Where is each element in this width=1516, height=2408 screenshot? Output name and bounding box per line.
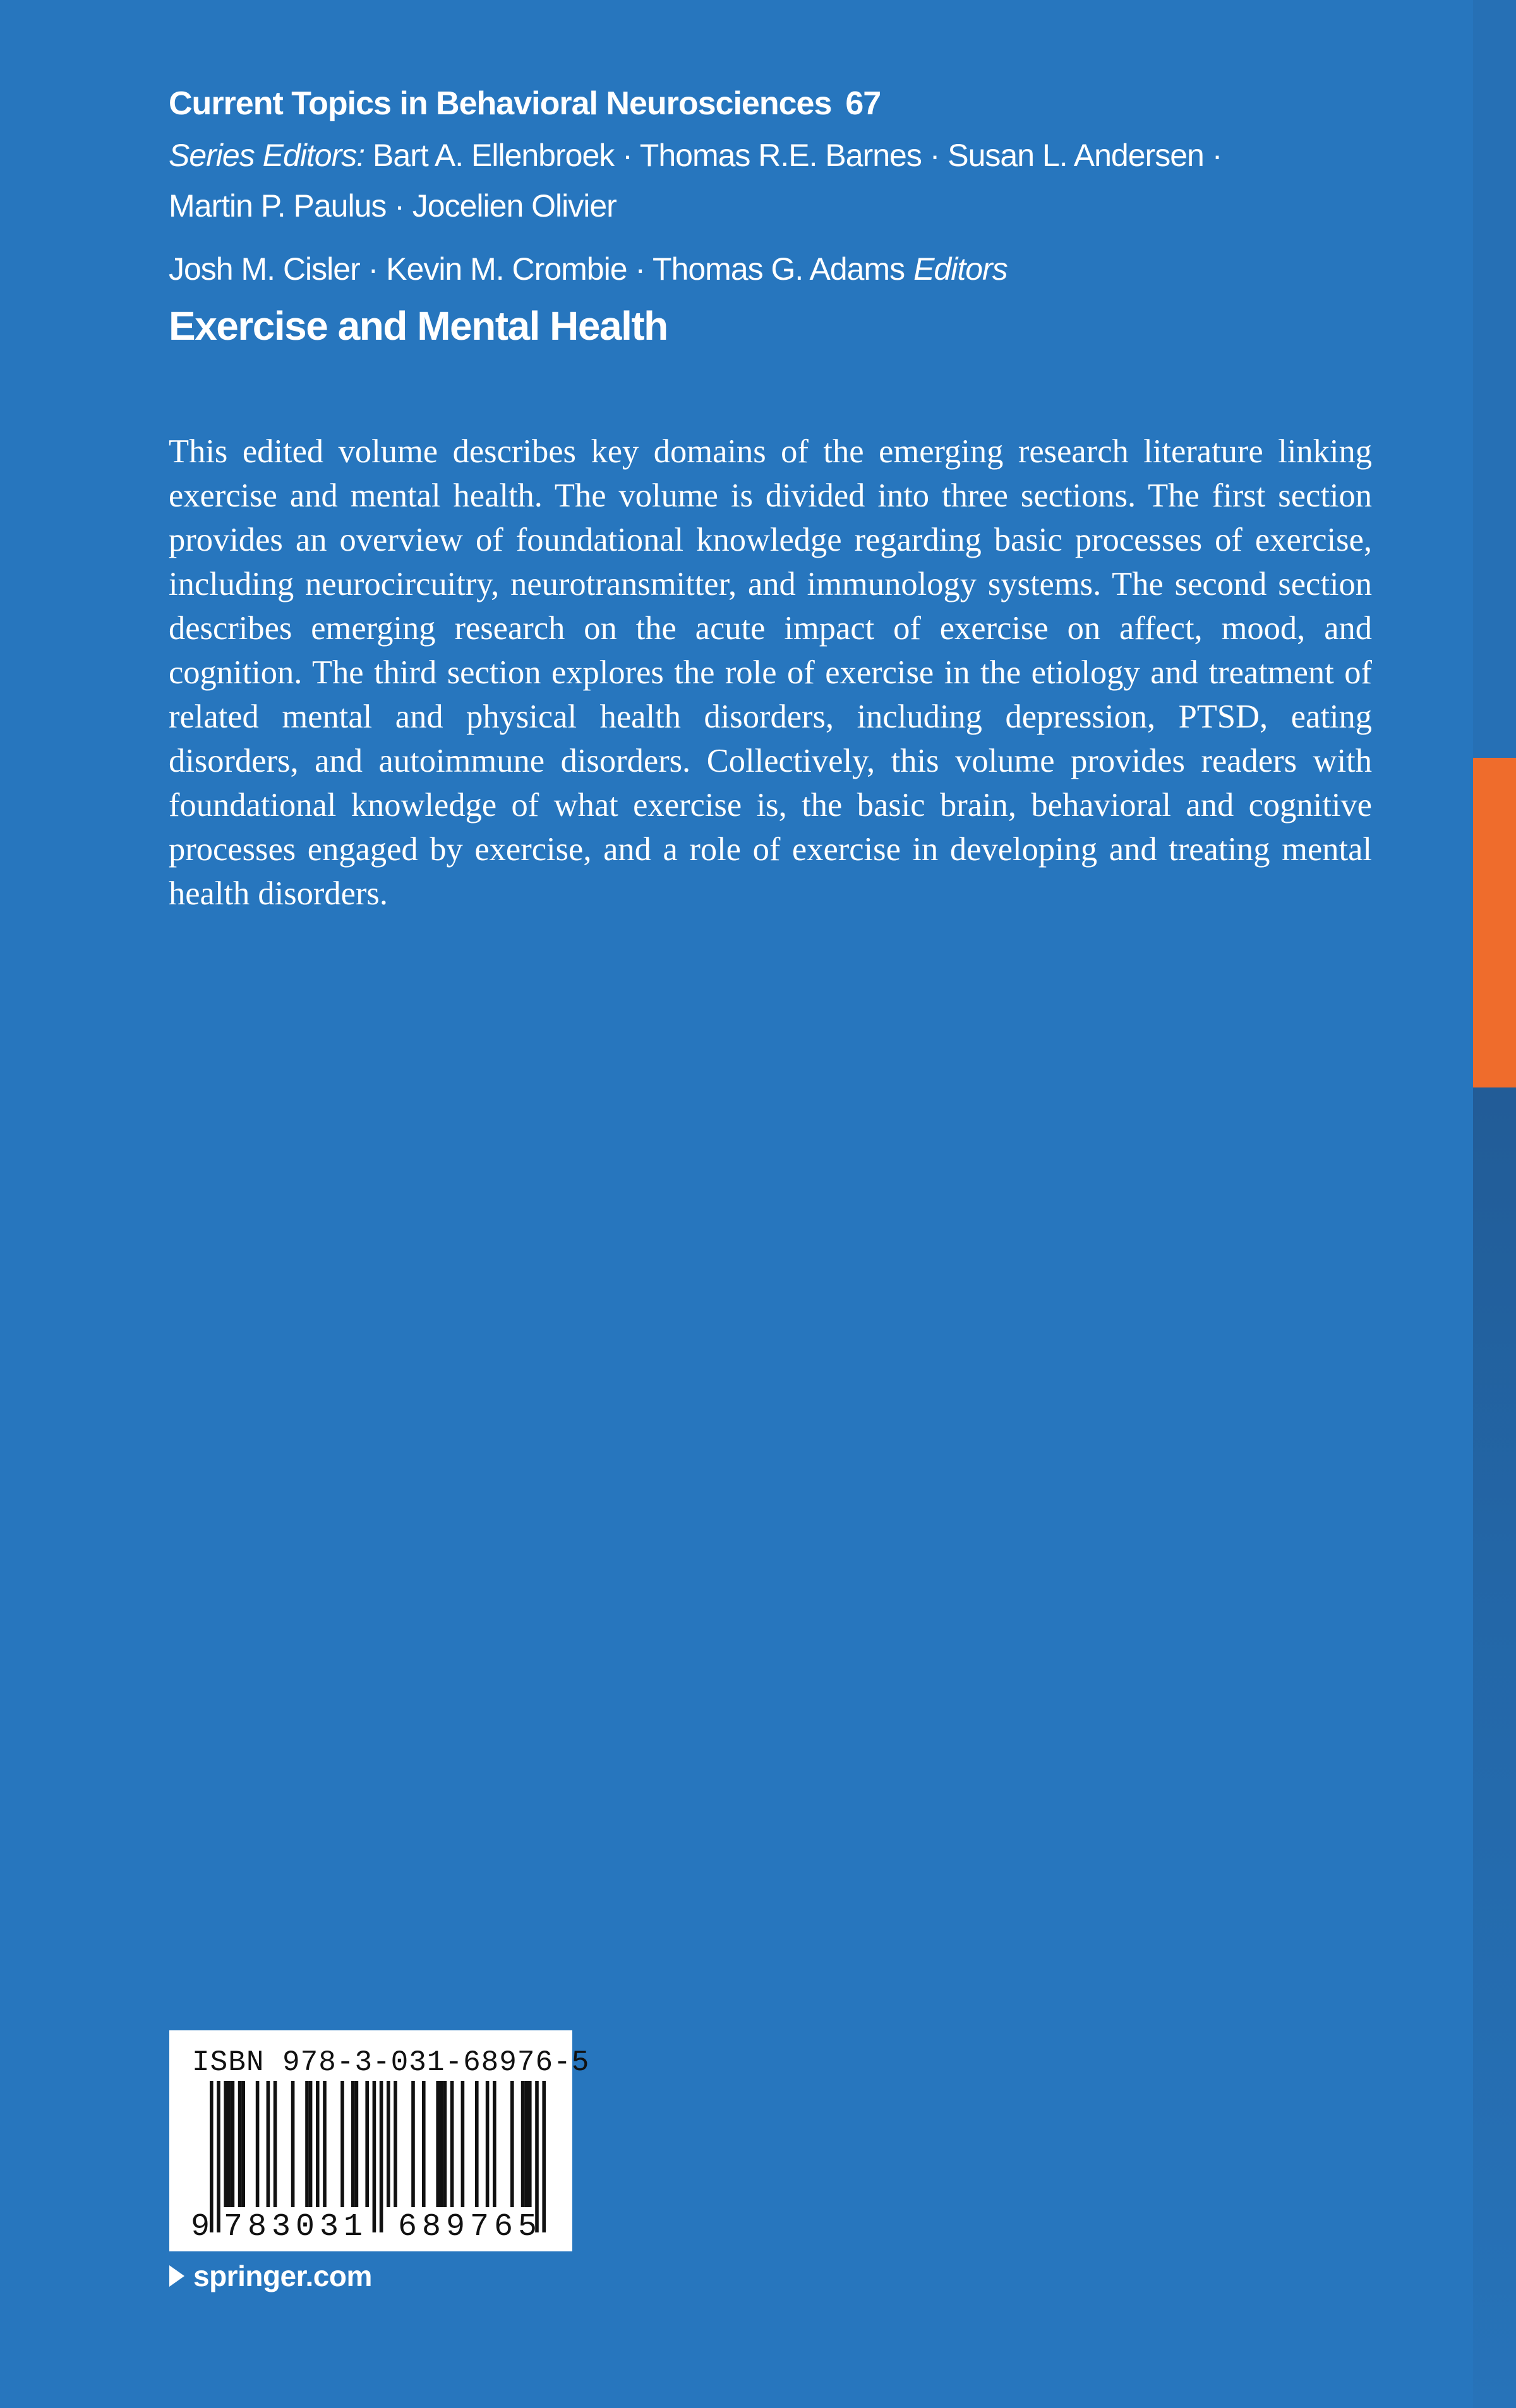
barcode-bar xyxy=(309,2081,313,2207)
series-editors-names-2: Martin P. Paulus · Jocelien Olivier xyxy=(169,188,617,224)
barcode-bar xyxy=(355,2081,359,2207)
barcode-bar xyxy=(305,2081,309,2207)
barcode-bar xyxy=(436,2081,440,2207)
series-editors-names-1: Bart A. Ellenbroek · Thomas R.E. Barnes · Susan L. Andersen · xyxy=(373,138,1222,173)
series-volume-number: 67 xyxy=(845,85,881,122)
barcode-bar xyxy=(387,2081,390,2207)
series-info xyxy=(169,77,1369,231)
barcode-bar xyxy=(528,2081,532,2207)
barcode-bar xyxy=(291,2081,295,2207)
book-title: Exercise and Mental Health xyxy=(169,303,668,349)
barcode-bar xyxy=(411,2081,415,2207)
barcode-bar xyxy=(450,2081,454,2207)
series-title: Current Topics in Behavioral Neurosciences xyxy=(169,85,832,122)
publisher-link[interactable] xyxy=(169,2256,372,2296)
barcode-bar xyxy=(231,2081,235,2207)
barcode-bar xyxy=(475,2081,479,2207)
accent-bar-dark xyxy=(1473,1087,1516,2408)
series-editors-line-1 xyxy=(169,130,1369,181)
barcode-bar xyxy=(227,2081,231,2207)
barcode-bar xyxy=(510,2081,514,2207)
book-editors-role: Editors xyxy=(913,251,1008,287)
barcode-bar xyxy=(365,2081,369,2207)
barcode-bar xyxy=(340,2081,344,2207)
barcode-bar xyxy=(440,2081,443,2207)
barcode-guard-bar xyxy=(373,2081,376,2232)
barcode-bar xyxy=(316,2081,320,2207)
publisher-url[interactable]: springer.com xyxy=(193,2260,372,2292)
ean-first-digit: 9 xyxy=(191,2209,210,2245)
barcode-bar xyxy=(256,2081,260,2207)
barcode-bar xyxy=(241,2081,245,2207)
barcode-bar xyxy=(274,2081,277,2207)
barcode-bar xyxy=(224,2081,227,2207)
barcode-bar xyxy=(267,2081,270,2207)
barcode-bar xyxy=(351,2081,355,2207)
barcode-bar xyxy=(443,2081,447,2207)
ean-left-digits: 783031 xyxy=(224,2209,368,2245)
ean-right-digits: 689765 xyxy=(398,2209,543,2245)
barcode-guard-bar xyxy=(210,2081,214,2232)
barcode-guard-bar xyxy=(217,2081,220,2232)
barcode-bar xyxy=(394,2081,397,2207)
barcode-guard-bar xyxy=(542,2081,546,2232)
barcode-bar xyxy=(486,2081,490,2207)
book-description: This edited volume describes key domains of the emerging research literature linking exercise and mental health. The volume is divided into three sections. The first section provides an overview of foundational knowledge regarding basic processes of exercise, including neurocircuitry, neurotransmitter, and immunology systems. The second section describes emerging research on the acute impact of exercise on affect, mood, and cognition. The third section explores the role of exercise in the etiology and treatment of related mental and physical health disorders, including depression, PTSD, eating disorders, and autoimmune disorders. Collectively, this volume provides readers with foundational knowledge of what exercise is, the basic brain, behavioral and cognitive processes engaged by exercise, and a role of exercise in developing and treating mental health disorders. xyxy=(169,433,1372,912)
book-editors xyxy=(169,244,1008,294)
barcode-bar xyxy=(521,2081,525,2207)
series-editors-line-2 xyxy=(169,181,1369,231)
arrow-right-icon xyxy=(169,2265,184,2287)
series-editors-label: Series Editors: xyxy=(169,138,365,173)
book-editors-names: Josh M. Cisler · Kevin M. Crombie · Thomas G. Adams xyxy=(169,251,905,287)
barcode-bar xyxy=(238,2081,242,2207)
isbn-label: ISBN 978-3-031-68976-5 xyxy=(192,2046,590,2079)
accent-bar-orange xyxy=(1473,758,1516,1087)
barcode-bar xyxy=(422,2081,426,2207)
barcode-bar xyxy=(461,2081,465,2207)
isbn-barcode xyxy=(169,2030,590,2251)
barcode-guard-bar xyxy=(380,2081,383,2232)
barcode-bar xyxy=(493,2081,496,2207)
barcode-bar xyxy=(524,2081,528,2207)
series-title-line xyxy=(169,77,1369,130)
barcode-bar xyxy=(323,2081,327,2207)
